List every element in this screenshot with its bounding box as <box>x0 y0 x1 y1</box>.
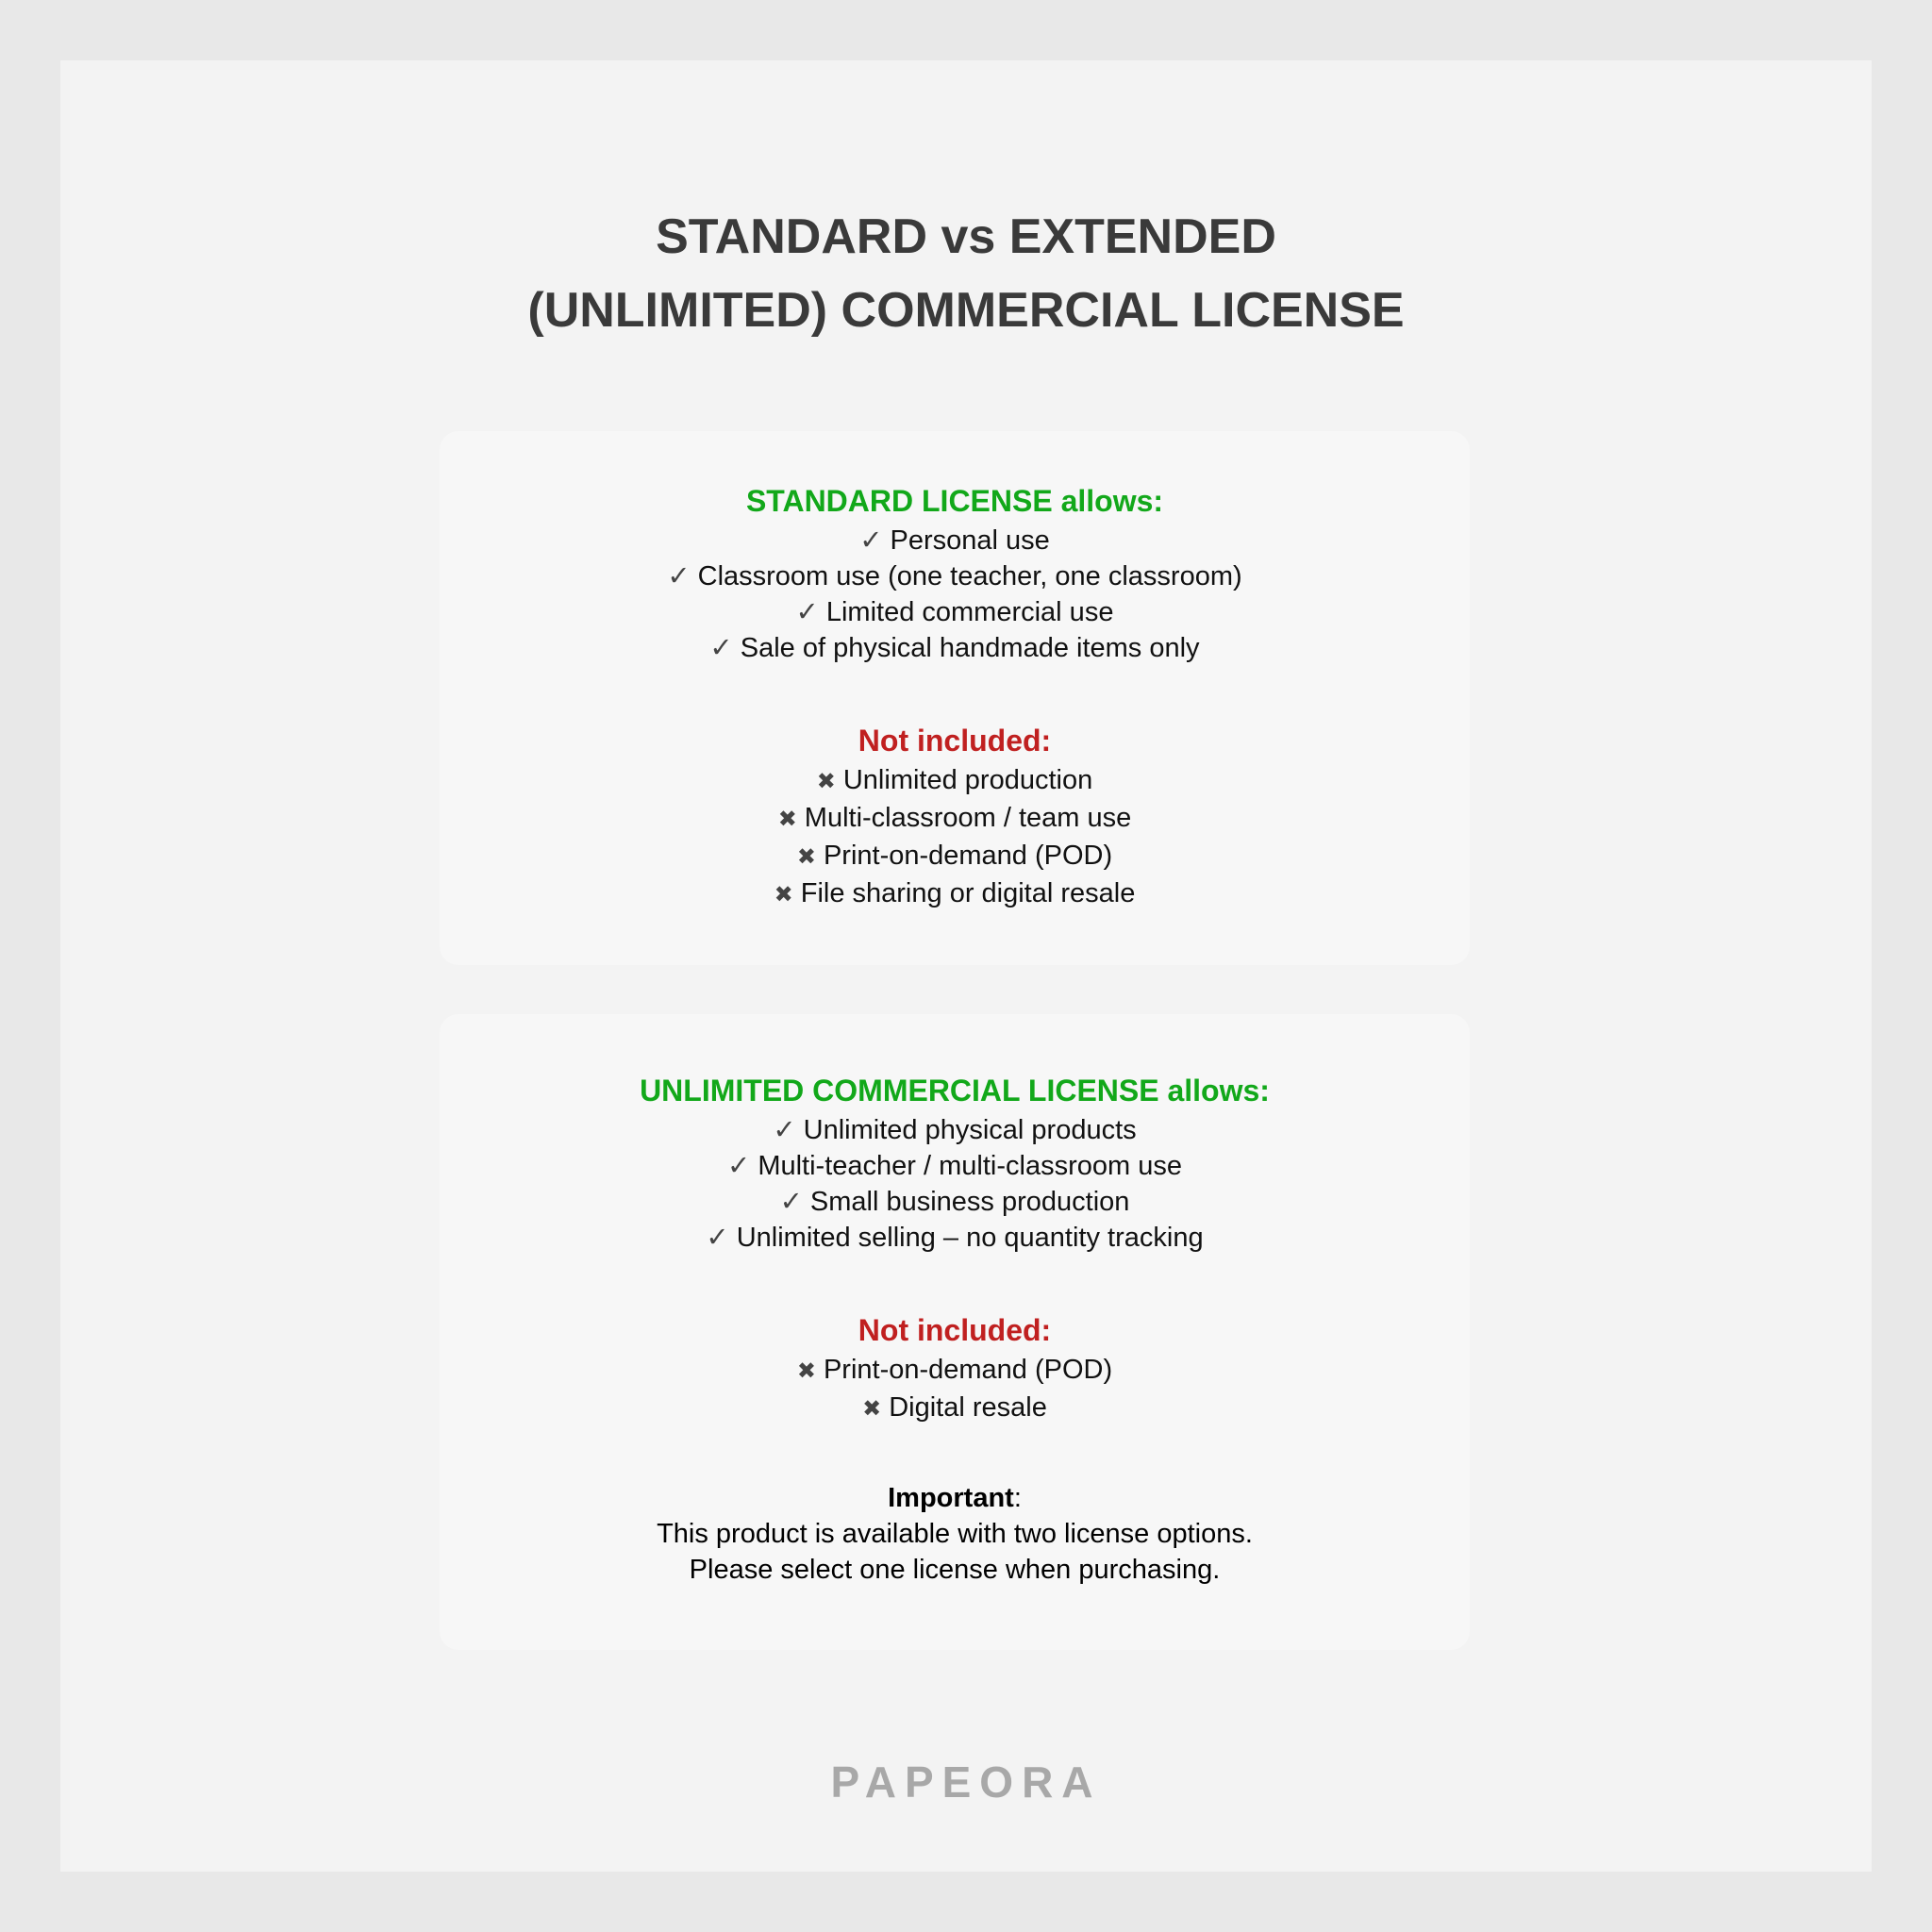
list-item <box>667 523 1241 558</box>
cross-icon: ✖ <box>777 807 797 832</box>
list-item <box>706 1184 1203 1220</box>
list-item-label: Digital resale <box>889 1392 1047 1423</box>
list-item-label: Unlimited physical products <box>803 1115 1137 1145</box>
important-label: Important <box>888 1483 1014 1513</box>
list-item-label: File sharing or digital resale <box>800 878 1136 908</box>
list-item-label: Multi-classroom / team use <box>804 803 1132 833</box>
check-icon: ✓ <box>795 597 819 627</box>
list-item-label: Limited commercial use <box>825 597 1114 627</box>
unlimited-license-card <box>440 1014 1470 1650</box>
list-item <box>774 838 1136 875</box>
list-item <box>774 875 1136 913</box>
unlimited-heading: UNLIMITED COMMERCIAL LICENSE allows: <box>640 1074 1270 1108</box>
list-item-label: Unlimited selling – no quantity tracking <box>736 1223 1204 1253</box>
cross-icon: ✖ <box>796 844 816 870</box>
important-line-2: Please select one license when purchasing. <box>689 1555 1221 1585</box>
standard-not-included-list <box>774 762 1136 913</box>
list-item-label: Small business production <box>809 1187 1130 1217</box>
standard-allowed-list <box>667 523 1241 666</box>
cross-icon: ✖ <box>862 1396 882 1422</box>
check-icon: ✓ <box>709 633 733 663</box>
list-item <box>706 1220 1203 1256</box>
list-item-label: Multi-teacher / multi-classroom use <box>758 1151 1182 1181</box>
list-item <box>797 1352 1112 1390</box>
important-colon: : <box>1013 1483 1022 1513</box>
title-line-2: (UNLIMITED) COMMERCIAL LICENSE <box>527 283 1405 338</box>
list-item-label: Print-on-demand (POD) <box>823 1355 1113 1385</box>
important-note <box>657 1480 1253 1588</box>
list-item <box>706 1148 1203 1184</box>
list-item-label: Classroom use (one teacher, one classroom) <box>697 561 1242 591</box>
cross-icon: ✖ <box>796 1358 816 1384</box>
standard-license-card <box>440 431 1470 965</box>
list-item <box>667 594 1241 630</box>
list-item <box>797 1390 1112 1427</box>
unlimited-allowed-list <box>706 1112 1203 1256</box>
check-icon: ✓ <box>667 561 691 591</box>
check-icon: ✓ <box>706 1223 729 1253</box>
list-item <box>774 762 1136 800</box>
unlimited-not-included-list <box>797 1352 1112 1427</box>
page-title <box>0 200 1932 347</box>
brand-logo: PAPEORA <box>830 1757 1102 1807</box>
check-icon: ✓ <box>727 1151 751 1181</box>
list-item <box>667 630 1241 666</box>
cross-icon: ✖ <box>774 882 793 908</box>
unlimited-not-included-heading: Not included: <box>858 1313 1052 1347</box>
standard-heading: STANDARD LICENSE allows: <box>745 484 1164 518</box>
list-item-label: Print-on-demand (POD) <box>823 841 1113 871</box>
list-item-label: Unlimited production <box>842 765 1093 795</box>
standard-not-included-heading: Not included: <box>858 724 1052 758</box>
list-item-label: Sale of physical handmade items only <box>740 633 1200 663</box>
cross-icon: ✖ <box>816 769 836 794</box>
check-icon: ✓ <box>779 1187 803 1217</box>
title-line-1: STANDARD vs EXTENDED <box>656 209 1276 264</box>
list-item-label: Personal use <box>890 525 1050 556</box>
list-item <box>667 558 1241 594</box>
list-item <box>706 1112 1203 1148</box>
check-icon: ✓ <box>859 525 883 556</box>
important-line-1: This product is available with two license options. <box>657 1519 1253 1549</box>
check-icon: ✓ <box>773 1115 796 1145</box>
list-item <box>774 800 1136 838</box>
